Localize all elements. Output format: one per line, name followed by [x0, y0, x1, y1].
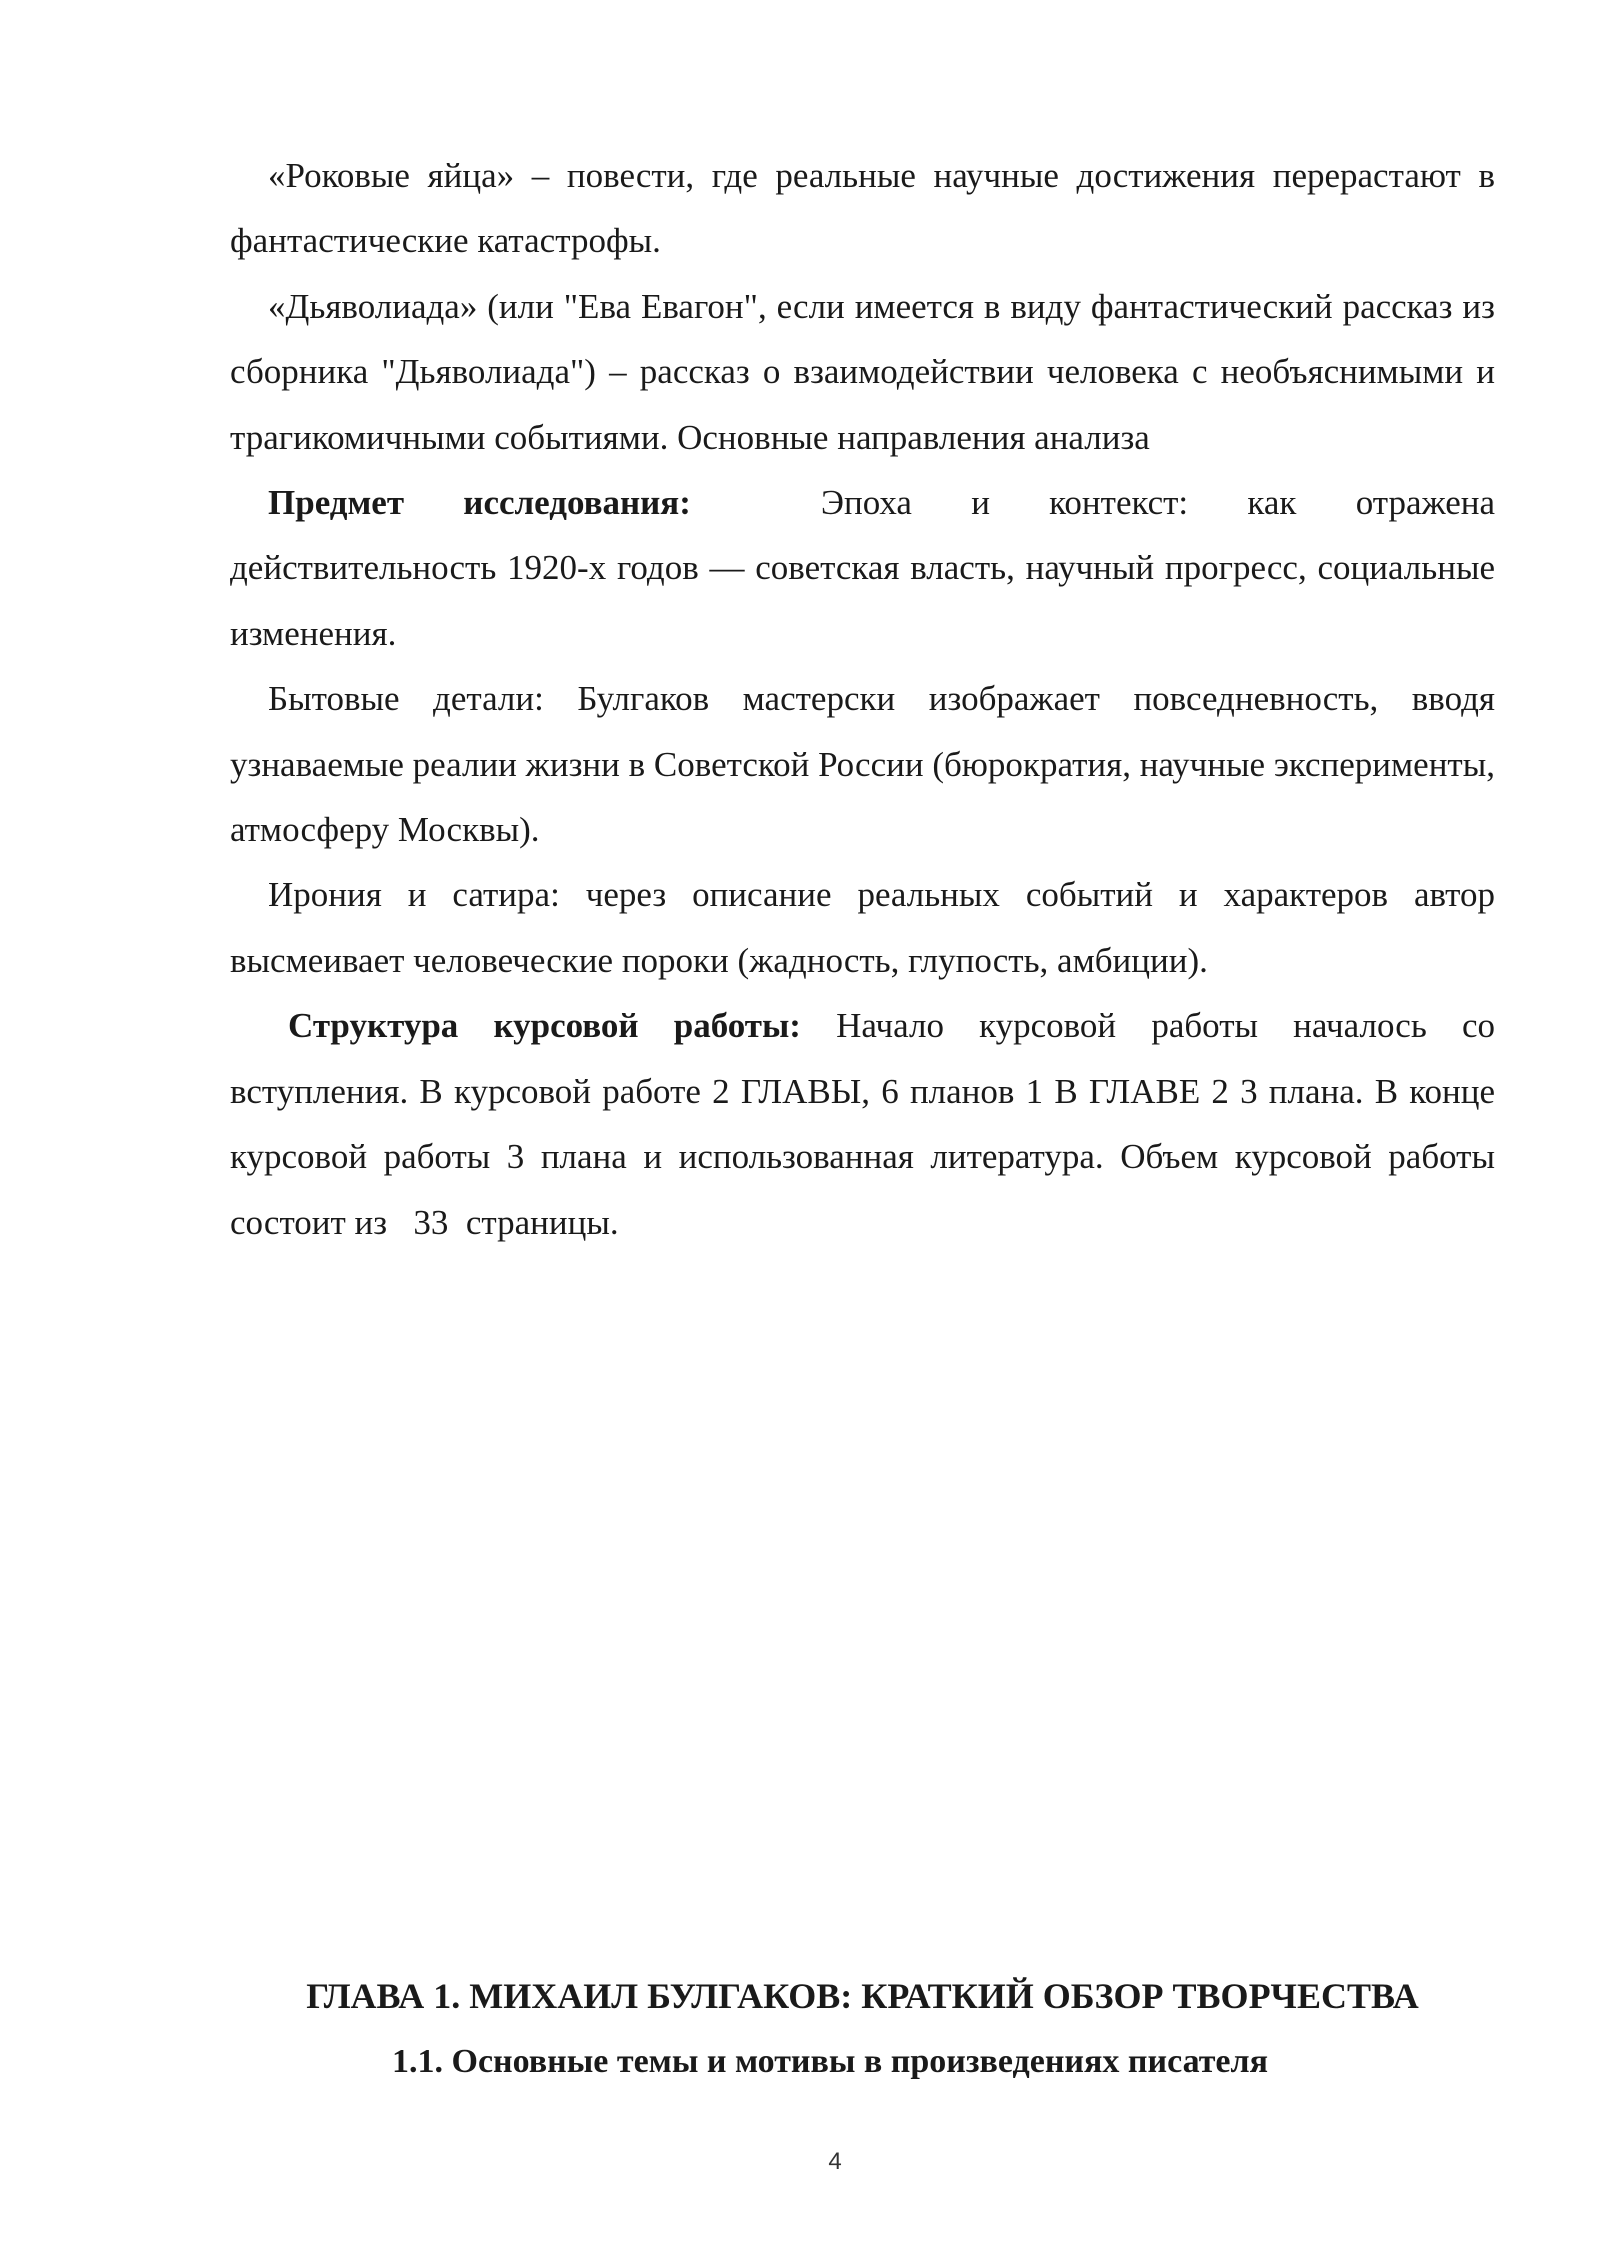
chapter-title: ГЛАВА 1. МИХАИЛ БУЛГАКОВ: КРАТКИЙ ОБЗОР ТВОРЧЕСТВА — [306, 1976, 1419, 2016]
paragraph-research-subject — [230, 470, 1495, 666]
paragraph-irony-satire: Ирония и сатира: через описание реальных событий и характеров автор высмеивает человеческие пороки (жадность, глупость, амбиции). — [230, 875, 1495, 980]
paragraph-fatal-eggs: «Роковые яйца» – повести, где реальные научные достижения перерастают в фантастические катастрофы. — [230, 156, 1495, 261]
paragraph-everyday-details: Бытовые детали: Булгаков мастерски изображает повседневность, вводя узнаваемые реалии жизни в Советской России (бюрократия, научные эксперименты, атмосферу Москвы). — [230, 679, 1495, 850]
research-subject-text: Эпоха и контекст: как отражена действительность 1920-х годов — советская власть, научный прогресс, социальные изменения. — [230, 483, 1496, 653]
paragraph-structure — [230, 993, 1504, 1255]
body-text — [230, 143, 1504, 1255]
structure-text: Начало курсовой работы началось со вступления. В курсовой работе 2 ГЛАВЫ, 6 планов 1 В ГЛАВЕ 2 3 плана. В конце курсовой работы 3 плана и использованная литература. Объем курсовой работы состоит из 33 страницы. — [230, 1006, 1504, 1242]
chapter-subtitle: 1.1. Основные темы и мотивы в произведениях писателя — [392, 2043, 1268, 2080]
paragraph-diaboliad: «Дьяволиада» (или "Ева Евагон", если имеется в виду фантастический рассказ из сборника "Дьяволиада") – рассказ о взаимодействии человека с необъяснимыми и трагикомичными событиями. Основные направления анализа — [230, 286, 1495, 457]
page-number: 4 — [828, 2148, 842, 2175]
structure-label: Структура курсовой работы: — [288, 1006, 801, 1046]
research-subject-label: Предмет исследования: — [268, 483, 691, 523]
